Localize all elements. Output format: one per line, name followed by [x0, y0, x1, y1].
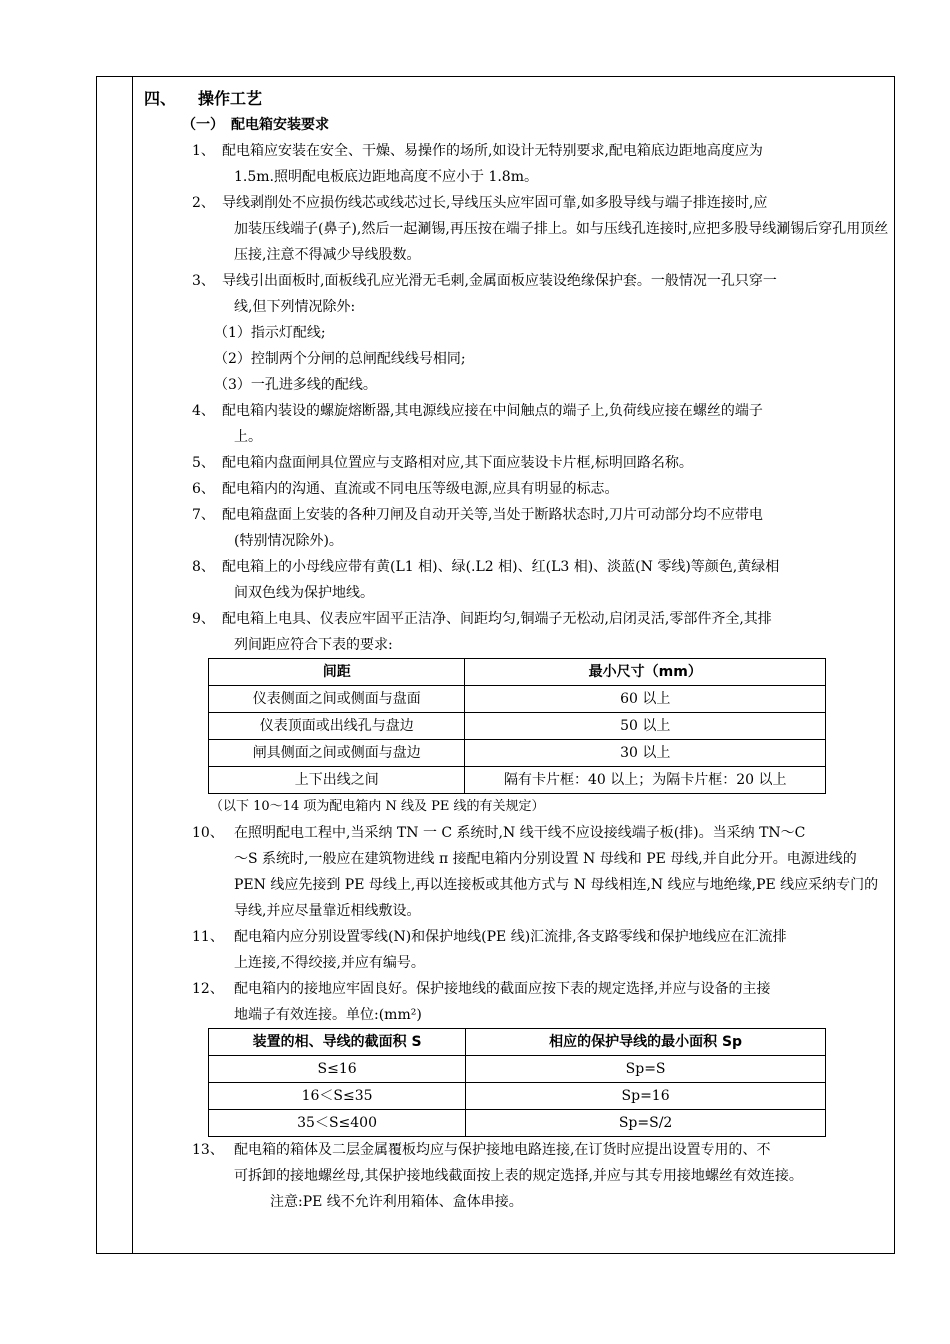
- list-item: [140, 268, 890, 320]
- list-item: [140, 1137, 890, 1189]
- item-first-line: 配电箱内盘面闸具位置应与支路相对应,其下面应装设卡片框,标明回路名称。: [222, 455, 693, 471]
- left-column-divider: [132, 76, 133, 1254]
- item-first-line: 在照明配电工程中,当采纳 TN 一 C 系统时,N 线干线不应设接线端子板(排)。当采纳 TN～C: [234, 825, 806, 841]
- item-first-line: 配电箱应安装在安全、干燥、易操作的场所,如设计无特别要求,配电箱底边距地高度应为: [222, 143, 763, 159]
- item-number: 12、: [192, 981, 224, 997]
- table-cell: 60 以上: [465, 686, 826, 713]
- table-header-cell: 间距: [209, 659, 465, 686]
- table-row: [209, 713, 826, 740]
- list-item: [140, 450, 890, 476]
- table-row: [209, 1083, 826, 1110]
- item-number: 3、: [192, 273, 215, 289]
- table-cell: 仪表侧面之间或侧面与盘面: [209, 686, 465, 713]
- item-continuation: (特别情况除外)。: [234, 533, 343, 549]
- table-row: [209, 1056, 826, 1083]
- spacing-table: [208, 658, 826, 794]
- item-continuation: 线,但下列情况除外:: [234, 299, 356, 315]
- list-item: [140, 502, 890, 554]
- item-number: 1、: [192, 143, 215, 159]
- list-item: [140, 924, 890, 976]
- table-cell: Sp=S: [466, 1056, 826, 1083]
- sub-item: （1）指示灯配线;: [214, 325, 326, 341]
- pe-section-table: [208, 1028, 826, 1137]
- item-first-line: 配电箱盘面上安装的各种刀闸及自动开关等,当处于断路状态时,刀片可动部分均不应带电: [222, 507, 763, 523]
- table-cell: 隔有卡片框：40 以上；为隔卡片框：20 以上: [465, 767, 826, 794]
- list-item: [140, 976, 890, 1028]
- item-number: 2、: [192, 195, 215, 211]
- section-number: 四、: [144, 89, 177, 108]
- item-first-line: 配电箱上的小母线应带有黄(L1 相)、绿(.L2 相)、红(L3 相)、淡蓝(N 零线)等颜色,黄绿相: [222, 559, 780, 575]
- item-number: 10、: [192, 825, 224, 841]
- list-item: [140, 138, 890, 190]
- item-continuation: 加装压线端子(鼻子),然后一起涮锡,再压按在端子排上。如与压线孔连接时,应把多股导线涮锡后穿孔用顶丝压接,注意不得减少导线股数。: [234, 221, 889, 263]
- table-cell: 16＜S≤35: [209, 1083, 466, 1110]
- list-item: [140, 820, 890, 924]
- table-cell: 35＜S≤400: [209, 1110, 466, 1137]
- item-first-line: 配电箱内应分别设置零线(N)和保护地线(PE 线)汇流排,各支路零线和保护地线应在汇流排: [234, 929, 787, 945]
- item-first-line: 导线引出面板时,面板线孔应光滑无毛刺,金属面板应装设绝缘保护套。一般情况一孔只穿一: [222, 273, 777, 289]
- item-continuation: ～S 系统时,一般应在建筑物进线 π 接配电箱内分别设置 N 母线和 PE 母线,并自此分开。电源进线的 PEN 线应先接到 PE 母线上,再以连接板或其他方式与 N 母线相连,N 线应与地绝缘,PE 线应采纳专门的导线,并应尽量靠近相线敷设。: [234, 851, 879, 919]
- item-number: 11、: [192, 929, 224, 945]
- table-cell: 50 以上: [465, 713, 826, 740]
- list-item: [140, 398, 890, 450]
- table-row: [209, 1110, 826, 1137]
- item-first-line: 配电箱上电具、仪表应牢固平正洁净、间距均匀,铜端子无松动,启闭灵活,零部件齐全,其排: [222, 611, 772, 627]
- table-cell: Sp=S/2: [466, 1110, 826, 1137]
- item-continuation: 可拆卸的接地螺丝母,其保护接地线截面按上表的规定选择,并应与其专用接地螺丝有效连接。: [234, 1168, 803, 1184]
- subsection-heading: （一） 配电箱安装要求: [182, 117, 329, 133]
- table-cell: 上下出线之间: [209, 767, 465, 794]
- table-header-cell: 相应的保护导线的最小面积 Sp: [466, 1029, 826, 1056]
- table-row: [209, 767, 826, 794]
- section-heading: [140, 86, 890, 112]
- item-continuation: 上连接,不得绞接,并应有编号。: [234, 955, 425, 971]
- item-number: 7、: [192, 507, 215, 523]
- table-header-cell: 装置的相、导线的截面积 S: [209, 1029, 466, 1056]
- list-item: [140, 606, 890, 658]
- table-cell: 30 以上: [465, 740, 826, 767]
- list-item: [140, 554, 890, 606]
- item-first-line: 配电箱内装设的螺旋熔断器,其电源线应接在中间触点的端子上,负荷线应接在螺丝的端子: [222, 403, 763, 419]
- table-cell: S≤16: [209, 1056, 466, 1083]
- item-first-line: 配电箱内的沟通、直流或不同电压等级电源,应具有明显的标志。: [222, 481, 619, 497]
- item-continuation: 1.5m.照明配电板底边距地高度不应小于 1.8m。: [234, 169, 538, 185]
- item-continuation: 上。: [234, 429, 262, 445]
- table-cell: Sp=16: [466, 1083, 826, 1110]
- table-row: [209, 686, 826, 713]
- item-continuation: 间双色线为保护地线。: [234, 585, 374, 601]
- table-cell: 仪表顶面或出线孔与盘边: [209, 713, 465, 740]
- table-cell: 闸具侧面之间或侧面与盘边: [209, 740, 465, 767]
- list-item: [140, 190, 890, 268]
- list-item: [140, 476, 890, 502]
- item-number: 9、: [192, 611, 215, 627]
- sub-item: （3）一孔进多线的配线。: [214, 377, 377, 393]
- table-header-cell: 最小尺寸（mm）: [465, 659, 826, 686]
- item-continuation: 地端子有效连接。单位:(mm²): [234, 1007, 422, 1023]
- note-line: （以下 10～14 项为配电箱内 N 线及 PE 线的有关规定）: [210, 799, 545, 814]
- item-number: 8、: [192, 559, 215, 575]
- item-first-line: 配电箱的箱体及二层金属覆板均应与保护接地电路连接,在订货时应提出设置专用的、不: [234, 1142, 771, 1158]
- content-area: [140, 86, 890, 1215]
- item-number: 6、: [192, 481, 215, 497]
- item-first-line: 配电箱内的接地应牢固良好。保护接地线的截面应按下表的规定选择,并应与设备的主接: [234, 981, 771, 997]
- table-row: [209, 740, 826, 767]
- sub-item: （2）控制两个分闸的总闸配线线号相同;: [214, 351, 466, 367]
- item-first-line: 导线剥削处不应损伤线芯或线芯过长,导线压头应牢固可靠,如多股导线与端子排连接时,应: [222, 195, 768, 211]
- item-number: 5、: [192, 455, 215, 471]
- item-number: 4、: [192, 403, 215, 419]
- item-continuation: 列间距应符合下表的要求:: [234, 637, 393, 653]
- section-title: 操作工艺: [198, 89, 263, 108]
- item-number: 13、: [192, 1142, 224, 1158]
- attention-note: 注意:PE 线不允许利用箱体、盒体串接。: [270, 1194, 523, 1210]
